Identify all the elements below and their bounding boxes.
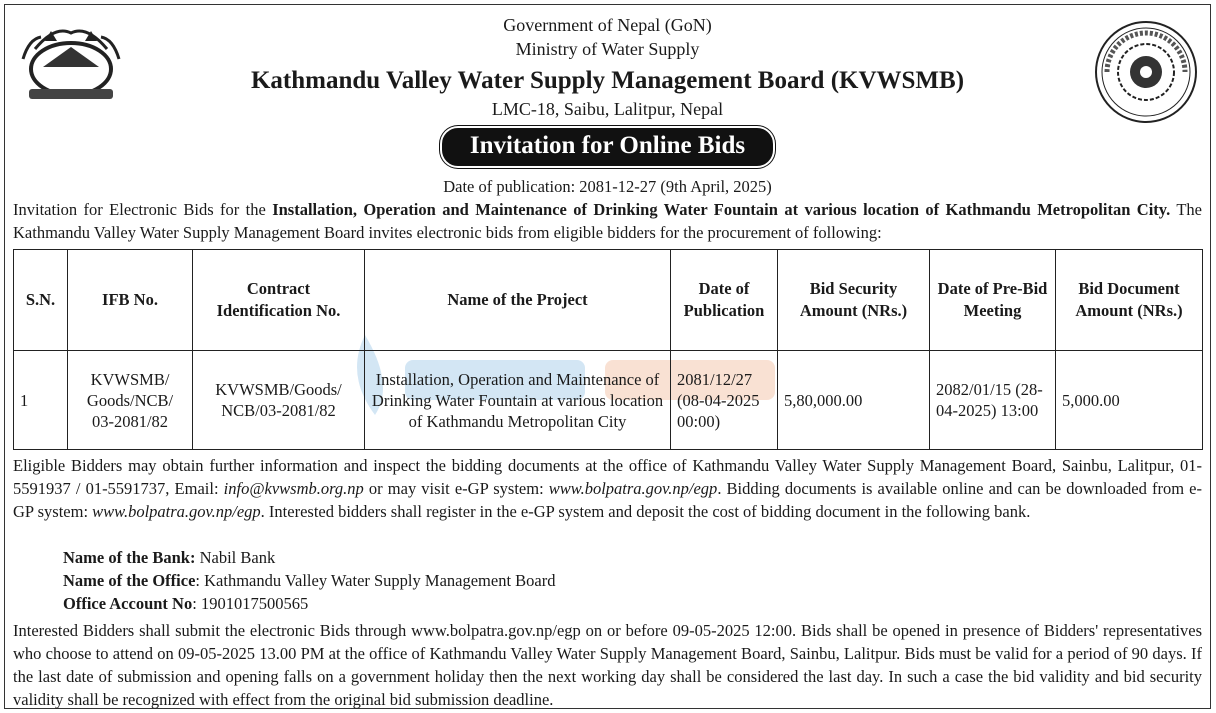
address-line: LMC-18, Saibu, Lalitpur, Nepal — [491, 99, 724, 119]
table-cell: KVWSMB/ Goods/NCB/ 03-2081/82 — [68, 351, 193, 450]
bank-name-line — [63, 546, 555, 569]
account-line — [63, 592, 555, 615]
table-cell: KVWSMB/Goods/ NCB/03-2081/82 — [193, 351, 365, 450]
board-title: Kathmandu Valley Water Supply Management Board (KVWSMB) — [250, 67, 965, 94]
egp-link-2[interactable]: www.bolpatra.gov.np/egp — [92, 502, 261, 521]
col-header: Bid Security Amount (NRs.) — [778, 250, 930, 351]
intro-project: Installation, Operation and Maintenance of Drinking Water Fountain at various location of Kathmandu Metropolitan City. — [272, 200, 1171, 219]
bank-label: Name of the Bank: — [63, 548, 196, 567]
col-header: Contract Identification No. — [193, 250, 365, 351]
eligible-text-4: . Interested bidders shall register in the e-GP system and deposit the cost of bidding document in the following bank. — [260, 502, 1031, 521]
egp-link-1[interactable]: www.bolpatra.gov.np/egp — [548, 479, 718, 498]
col-header: Bid Document Amount (NRs.) — [1056, 250, 1203, 351]
intro-lead: Invitation for Electronic Bids for the — [13, 200, 273, 219]
col-header: Date of Pre-Bid Meeting — [930, 250, 1056, 351]
table-cell: Installation, Operation and Maintenance of Drinking Water Fountain at various location of Kathmandu Metropolitan City — [365, 351, 671, 450]
table-cell: 5,80,000.00 — [778, 351, 930, 450]
invitation-banner: Invitation for Online Bids — [442, 128, 773, 166]
eligible-text-2: or may visit e-GP system: — [363, 479, 549, 498]
intro-rest: The Kathmandu Valley Water Supply Management Board invites electronic bids from eligible bidders for the procurement of following: — [13, 200, 1202, 242]
bank-value: Nabil Bank — [195, 548, 276, 567]
account-label: Office Account No — [63, 594, 193, 613]
eligible-paragraph — [13, 454, 1202, 523]
notice-page — [4, 4, 1211, 709]
email-link[interactable]: info@kvwsmb.org.np — [223, 479, 364, 498]
government-line: Government of Nepal (GoN) — [503, 15, 712, 35]
publication-date: Date of publication: 2081-12-27 (9th April, 2025) — [443, 177, 772, 196]
table-header-row — [14, 250, 1203, 351]
table-cell: 2082/01/15 (28-04-2025) 13:00 — [930, 351, 1056, 450]
col-header: S.N. — [14, 250, 68, 351]
col-header: IFB No. — [68, 250, 193, 351]
bids-table — [13, 249, 1203, 450]
col-header: Name of the Project — [365, 250, 671, 351]
intro-paragraph — [13, 198, 1202, 244]
bank-details — [63, 546, 555, 615]
banner-wrap — [5, 128, 1210, 166]
office-value: : Kathmandu Valley Water Supply Management Board — [195, 571, 556, 590]
table-cell: 5,000.00 — [1056, 351, 1203, 450]
table-cell: 1 — [14, 351, 68, 450]
account-value: : 1901017500565 — [192, 594, 309, 613]
office-name-line — [63, 569, 555, 592]
table-row — [14, 351, 1203, 450]
ministry-line: Ministry of Water Supply — [515, 39, 700, 59]
submission-paragraph: Interested Bidders shall submit the electronic Bids through www.bolpatra.gov.np/egp on or before 09-05-2025 12:00. Bids shall be opened in presence of Bidders' representatives who choose to attend on 09-05-2025 13.00 PM at the office of Kathmandu Valley Water Supply Management Board, Sainbu, Lalitpur. Bids must be valid for a period of 90 days. If the last date of submission and opening falls on a government holiday then the next working day shall be considered the last day. In such a case the bid validity and bid security validity shall be recognized with effect from the original bid submission deadline. — [13, 621, 1202, 709]
office-label: Name of the Office — [63, 571, 196, 590]
eligible-text-3: . Bidding documents is available online and can be downloaded from e-GP system: — [13, 479, 1202, 521]
col-header: Date of Publication — [671, 250, 778, 351]
table-cell: 2081/12/27 (08-04-2025 00:00) — [671, 351, 778, 450]
eligible-text-1: Eligible Bidders may obtain further information and inspect the bidding documents at the office of Kathmandu Valley Water Supply Management Board, Sainbu, Lalitpur, 01-5591937 / 01-5591737, Email: — [13, 456, 1202, 498]
